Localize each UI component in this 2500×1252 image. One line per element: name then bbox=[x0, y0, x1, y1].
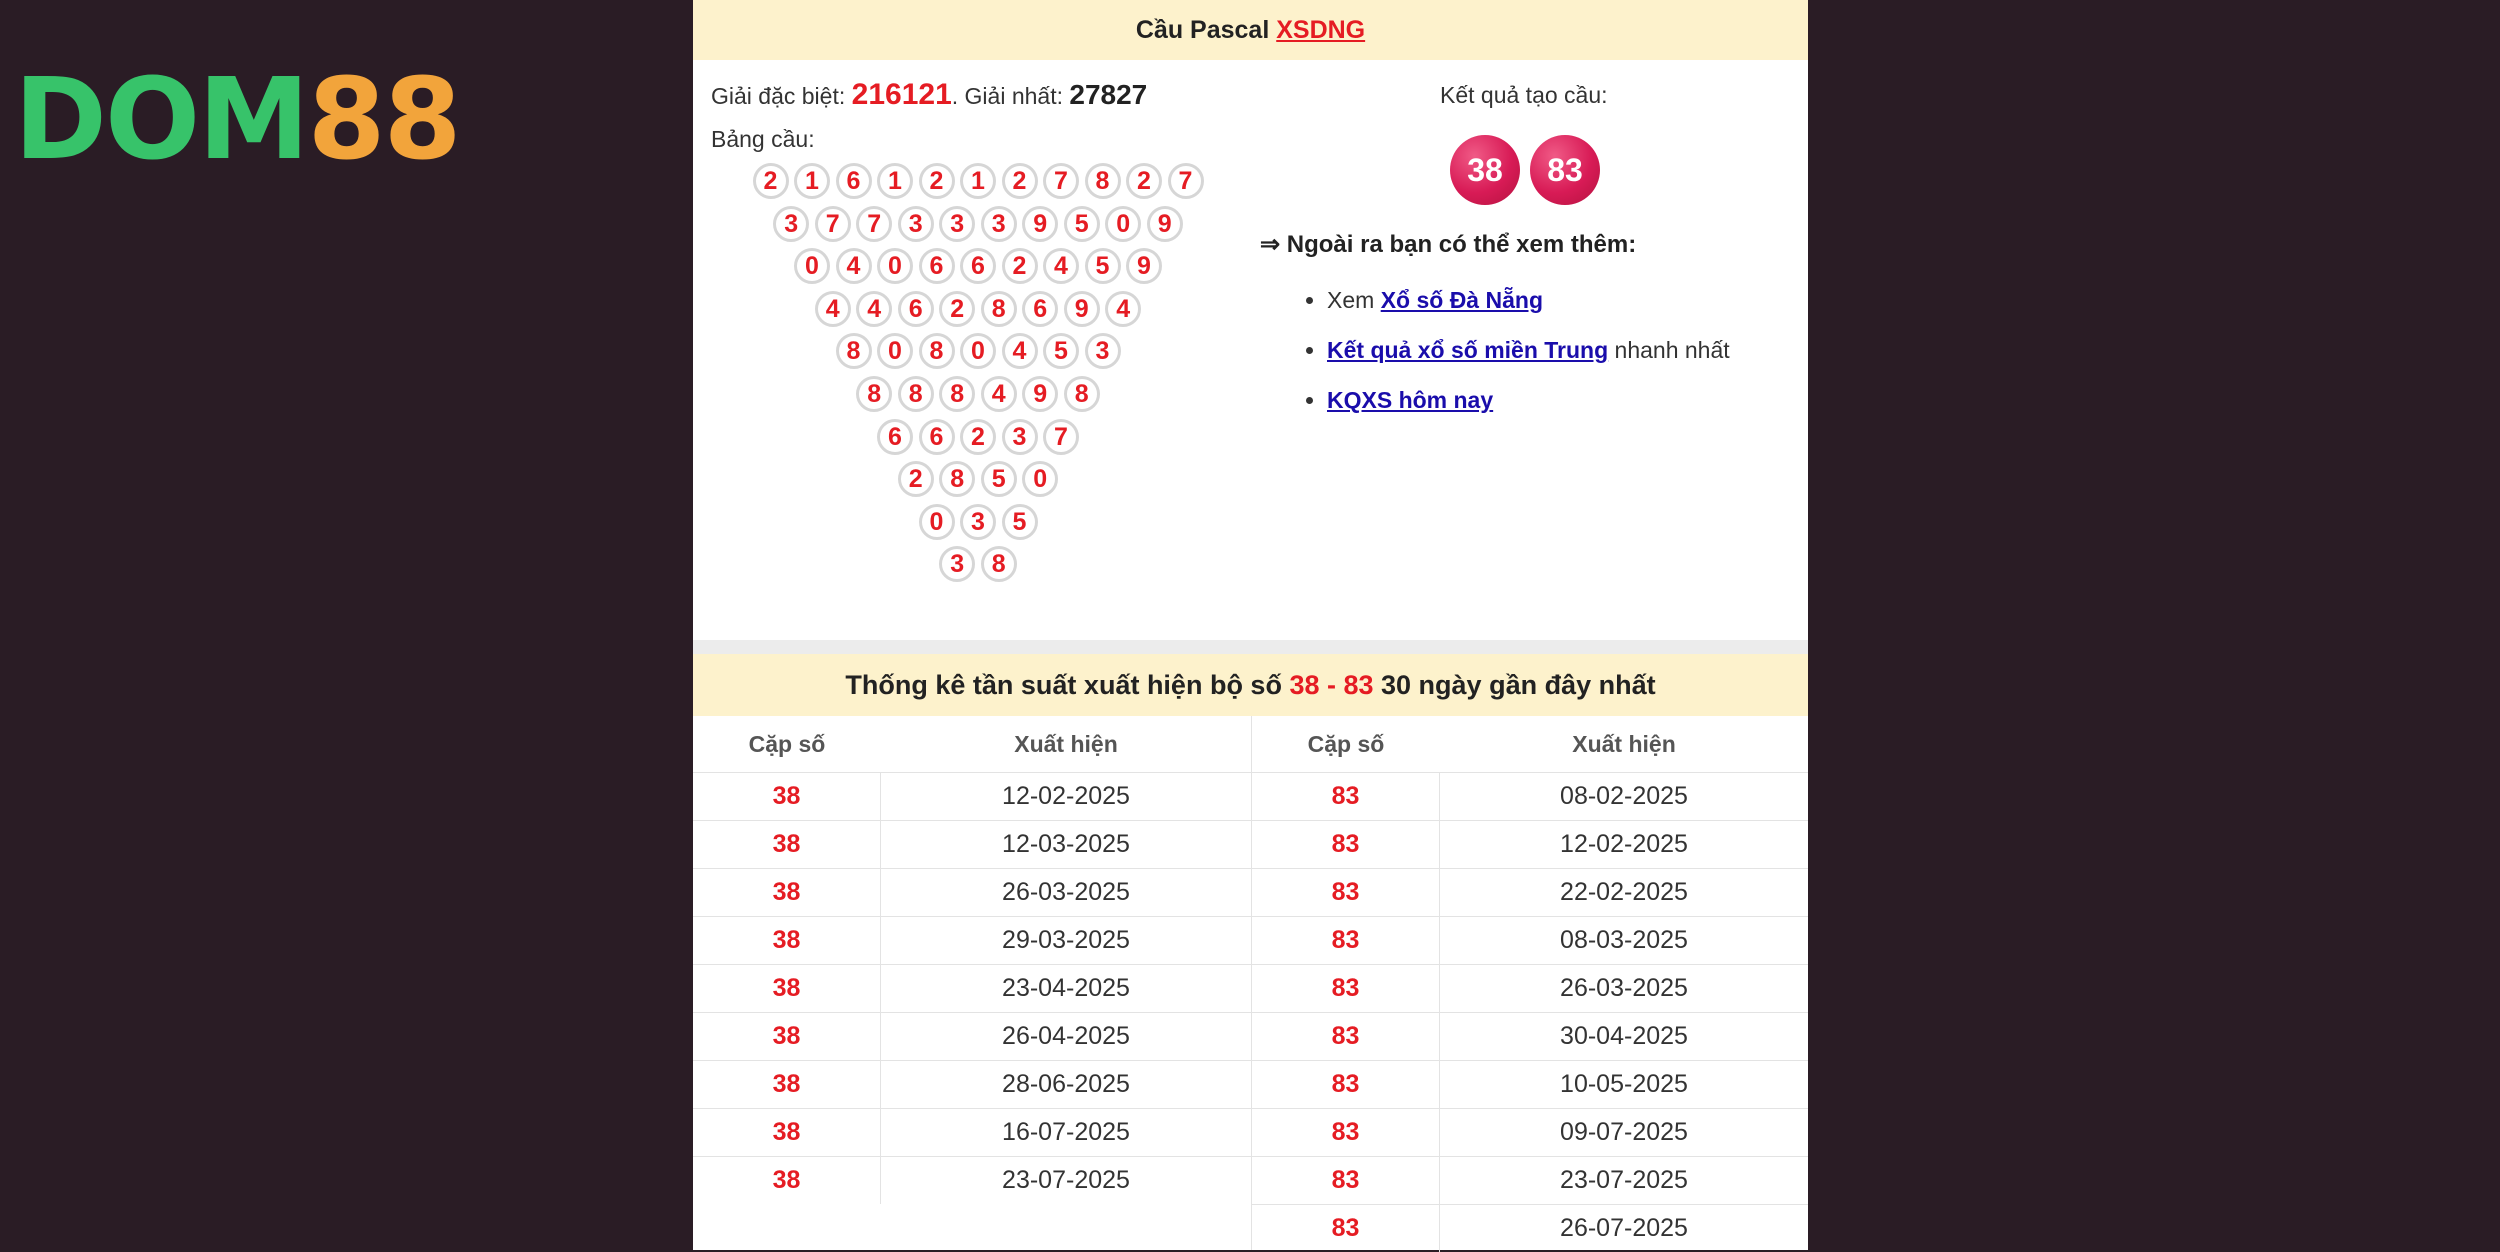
date-cell: 26-04-2025 bbox=[1002, 1022, 1130, 1050]
date-cell: 08-02-2025 bbox=[1560, 782, 1688, 810]
pascal-cell: 8 bbox=[1064, 376, 1100, 412]
brand-logo[interactable] bbox=[14, 55, 460, 185]
date-cell: 30-04-2025 bbox=[1560, 1022, 1688, 1050]
pascal-cell: 0 bbox=[877, 333, 913, 369]
table-row bbox=[1252, 1156, 1808, 1204]
table-row bbox=[693, 1108, 1251, 1156]
pascal-cell: 2 bbox=[919, 163, 955, 199]
pascal-cell: 4 bbox=[1002, 333, 1038, 369]
date-cell: 08-03-2025 bbox=[1560, 926, 1688, 954]
kqxs-homnay-link[interactable]: KQXS hôm nay bbox=[1327, 387, 1494, 413]
stats-title bbox=[693, 654, 1808, 716]
pair-cell: 83 bbox=[1252, 1061, 1440, 1108]
pascal-cell: 2 bbox=[753, 163, 789, 199]
see-more-list bbox=[1297, 280, 1730, 430]
date-cell: 12-02-2025 bbox=[1002, 782, 1130, 810]
stats-title-prefix: Thống kê tần suất xuất hiện bộ số bbox=[845, 670, 1290, 700]
table-row bbox=[1252, 772, 1808, 820]
pascal-cell: 8 bbox=[856, 376, 892, 412]
pascal-cell: 4 bbox=[1105, 291, 1141, 327]
table-row bbox=[693, 916, 1251, 964]
result-label: Kết quả tạo cầu: bbox=[1440, 82, 1608, 108]
pascal-cell: 7 bbox=[1043, 419, 1079, 455]
date-cell: 29-03-2025 bbox=[1002, 926, 1130, 954]
pascal-cell: 7 bbox=[1168, 163, 1204, 199]
pascal-cell: 9 bbox=[1022, 376, 1058, 412]
table-row bbox=[693, 1012, 1251, 1060]
stats-title-pair: 38 - 83 bbox=[1289, 670, 1374, 700]
pascal-cell: 2 bbox=[1126, 163, 1162, 199]
pair-cell: 38 bbox=[693, 773, 881, 820]
pascal-cell: 5 bbox=[1085, 248, 1121, 284]
pair-cell: 38 bbox=[693, 869, 881, 916]
pascal-cell: 4 bbox=[836, 248, 872, 284]
pair-cell: 83 bbox=[1252, 1157, 1440, 1204]
table-row bbox=[1252, 916, 1808, 964]
stats-table-right bbox=[1252, 772, 1808, 1252]
pair-cell: 38 bbox=[693, 821, 881, 868]
pascal-cell: 6 bbox=[877, 419, 913, 455]
pascal-cell: 8 bbox=[939, 376, 975, 412]
pair-cell: 38 bbox=[693, 965, 881, 1012]
date-cell: 26-03-2025 bbox=[1560, 974, 1688, 1002]
pascal-cell: 4 bbox=[856, 291, 892, 327]
date-cell: 23-07-2025 bbox=[1002, 1166, 1130, 1194]
pascal-cell: 8 bbox=[836, 333, 872, 369]
date-cell: 16-07-2025 bbox=[1002, 1118, 1130, 1146]
pascal-cell: 8 bbox=[1085, 163, 1121, 199]
date-cell: 23-07-2025 bbox=[1560, 1166, 1688, 1194]
pascal-cell: 2 bbox=[939, 291, 975, 327]
pair-cell: 83 bbox=[1252, 1013, 1440, 1060]
see-more-prefix: Xem bbox=[1327, 287, 1381, 313]
panel-title bbox=[693, 0, 1808, 60]
pair-cell: 83 bbox=[1252, 869, 1440, 916]
pascal-cell: 3 bbox=[773, 206, 809, 242]
pascal-table-label: Bảng cầu: bbox=[711, 126, 815, 152]
pascal-cell: 7 bbox=[856, 206, 892, 242]
table-row bbox=[1252, 1108, 1808, 1156]
pascal-cell: 0 bbox=[877, 248, 913, 284]
table-row bbox=[693, 1156, 1251, 1204]
pascal-cell: 6 bbox=[960, 248, 996, 284]
pascal-cell: 2 bbox=[898, 461, 934, 497]
pair-cell: 38 bbox=[693, 1157, 881, 1204]
pascal-cell: 9 bbox=[1022, 206, 1058, 242]
pair-cell: 38 bbox=[693, 1061, 881, 1108]
pascal-cell: 3 bbox=[1085, 333, 1121, 369]
table-row bbox=[1252, 1060, 1808, 1108]
date-cell: 28-06-2025 bbox=[1002, 1070, 1130, 1098]
stats-title-suffix: 30 ngày gần đây nhất bbox=[1373, 670, 1656, 700]
table-row bbox=[1252, 1204, 1808, 1252]
table-row bbox=[693, 1060, 1251, 1108]
pascal-cell: 1 bbox=[960, 163, 996, 199]
pascal-cell: 0 bbox=[1105, 206, 1141, 242]
pair-cell: 83 bbox=[1252, 821, 1440, 868]
pascal-cell: 0 bbox=[960, 333, 996, 369]
panel-title-text: Cầu Pascal bbox=[1135, 16, 1277, 44]
pascal-cell: 6 bbox=[1022, 291, 1058, 327]
stats-table-left bbox=[693, 772, 1251, 1204]
kqxs-mientrung-link[interactable]: Kết quả xổ số miền Trung bbox=[1327, 337, 1609, 363]
pascal-cell: 3 bbox=[981, 206, 1017, 242]
pascal-cell: 2 bbox=[1002, 248, 1038, 284]
pair-cell: 83 bbox=[1252, 1205, 1440, 1252]
pascal-cell: 3 bbox=[939, 546, 975, 582]
pascal-cell: 3 bbox=[960, 504, 996, 540]
pascal-cell: 8 bbox=[981, 291, 1017, 327]
pascal-cell: 9 bbox=[1126, 248, 1162, 284]
col-header-pair-left: Cặp số bbox=[748, 731, 826, 757]
pascal-cell: 5 bbox=[1064, 206, 1100, 242]
first-prize-value: 27827 bbox=[1069, 79, 1148, 110]
pascal-cell: 6 bbox=[919, 248, 955, 284]
pascal-cell: 5 bbox=[981, 461, 1017, 497]
pascal-cell: 1 bbox=[794, 163, 830, 199]
pascal-cell: 8 bbox=[919, 333, 955, 369]
pascal-cell: 9 bbox=[1147, 206, 1183, 242]
pair-cell: 38 bbox=[693, 1013, 881, 1060]
first-prize-label: . Giải nhất: bbox=[951, 83, 1070, 109]
pascal-cell: 7 bbox=[1043, 163, 1079, 199]
special-prize-label: Giải đặc biệt: bbox=[711, 83, 852, 109]
pascal-cell: 0 bbox=[794, 248, 830, 284]
see-more-title: ⇒ Ngoài ra bạn có thể xem thêm: bbox=[1260, 231, 1637, 258]
pascal-cell: 6 bbox=[836, 163, 872, 199]
result-ball-2: 83 bbox=[1530, 135, 1600, 205]
pascal-cell: 4 bbox=[1043, 248, 1079, 284]
pascal-cell: 3 bbox=[939, 206, 975, 242]
table-row bbox=[1252, 964, 1808, 1012]
prize-info bbox=[711, 78, 1147, 112]
table-row bbox=[693, 964, 1251, 1012]
date-cell: 23-04-2025 bbox=[1002, 974, 1130, 1002]
pascal-cell: 6 bbox=[919, 419, 955, 455]
table-row bbox=[693, 820, 1251, 868]
pascal-cell: 0 bbox=[1022, 461, 1058, 497]
date-cell: 12-02-2025 bbox=[1560, 830, 1688, 858]
see-more-item bbox=[1327, 280, 1730, 330]
pascal-cell: 3 bbox=[898, 206, 934, 242]
table-row bbox=[1252, 820, 1808, 868]
xsdng-link[interactable]: XSDNG bbox=[1276, 16, 1366, 44]
pascal-cell: 2 bbox=[1002, 163, 1038, 199]
date-cell: 26-07-2025 bbox=[1560, 1214, 1688, 1242]
pascal-cell: 9 bbox=[1064, 291, 1100, 327]
pascal-cell: 1 bbox=[877, 163, 913, 199]
logo-text-88: 88 bbox=[307, 55, 460, 185]
special-prize-value: 216121 bbox=[851, 78, 952, 111]
pascal-cell: 2 bbox=[960, 419, 996, 455]
date-cell: 10-05-2025 bbox=[1560, 1070, 1688, 1098]
section-divider bbox=[693, 640, 1808, 654]
col-header-appear-right: Xuất hiện bbox=[1572, 731, 1676, 757]
table-row bbox=[693, 868, 1251, 916]
pascal-cell: 4 bbox=[981, 376, 1017, 412]
date-cell: 12-03-2025 bbox=[1002, 830, 1130, 858]
table-row bbox=[693, 772, 1251, 820]
col-header-pair-right: Cặp số bbox=[1307, 731, 1385, 757]
pair-cell: 38 bbox=[693, 1109, 881, 1156]
pascal-cell: 5 bbox=[1043, 333, 1079, 369]
see-more-item bbox=[1327, 330, 1730, 380]
pascal-cell: 8 bbox=[981, 546, 1017, 582]
pascal-cell: 0 bbox=[919, 504, 955, 540]
pair-cell: 38 bbox=[693, 917, 881, 964]
pascal-cell: 7 bbox=[815, 206, 851, 242]
pair-cell: 83 bbox=[1252, 773, 1440, 820]
table-column-divider bbox=[1251, 716, 1252, 1250]
pascal-cell: 8 bbox=[939, 461, 975, 497]
pascal-cell: 5 bbox=[1002, 504, 1038, 540]
date-cell: 26-03-2025 bbox=[1002, 878, 1130, 906]
see-more-item bbox=[1327, 380, 1730, 430]
col-header-appear-left: Xuất hiện bbox=[1014, 731, 1118, 757]
pascal-cell: 8 bbox=[898, 376, 934, 412]
pascal-cell: 4 bbox=[815, 291, 851, 327]
pascal-cell: 3 bbox=[1002, 419, 1038, 455]
date-cell: 09-07-2025 bbox=[1560, 1118, 1688, 1146]
table-row bbox=[1252, 1012, 1808, 1060]
pascal-panel bbox=[693, 0, 1808, 1250]
result-ball-1: 38 bbox=[1450, 135, 1520, 205]
logo-text-dom: DOM bbox=[14, 55, 308, 185]
pair-cell: 83 bbox=[1252, 1109, 1440, 1156]
pascal-cell: 6 bbox=[898, 291, 934, 327]
pair-cell: 83 bbox=[1252, 965, 1440, 1012]
pair-cell: 83 bbox=[1252, 917, 1440, 964]
xoso-danang-link[interactable]: Xổ số Đà Nẵng bbox=[1380, 287, 1543, 313]
date-cell: 22-02-2025 bbox=[1560, 878, 1688, 906]
table-row bbox=[1252, 868, 1808, 916]
see-more-suffix: nhanh nhất bbox=[1608, 337, 1730, 363]
